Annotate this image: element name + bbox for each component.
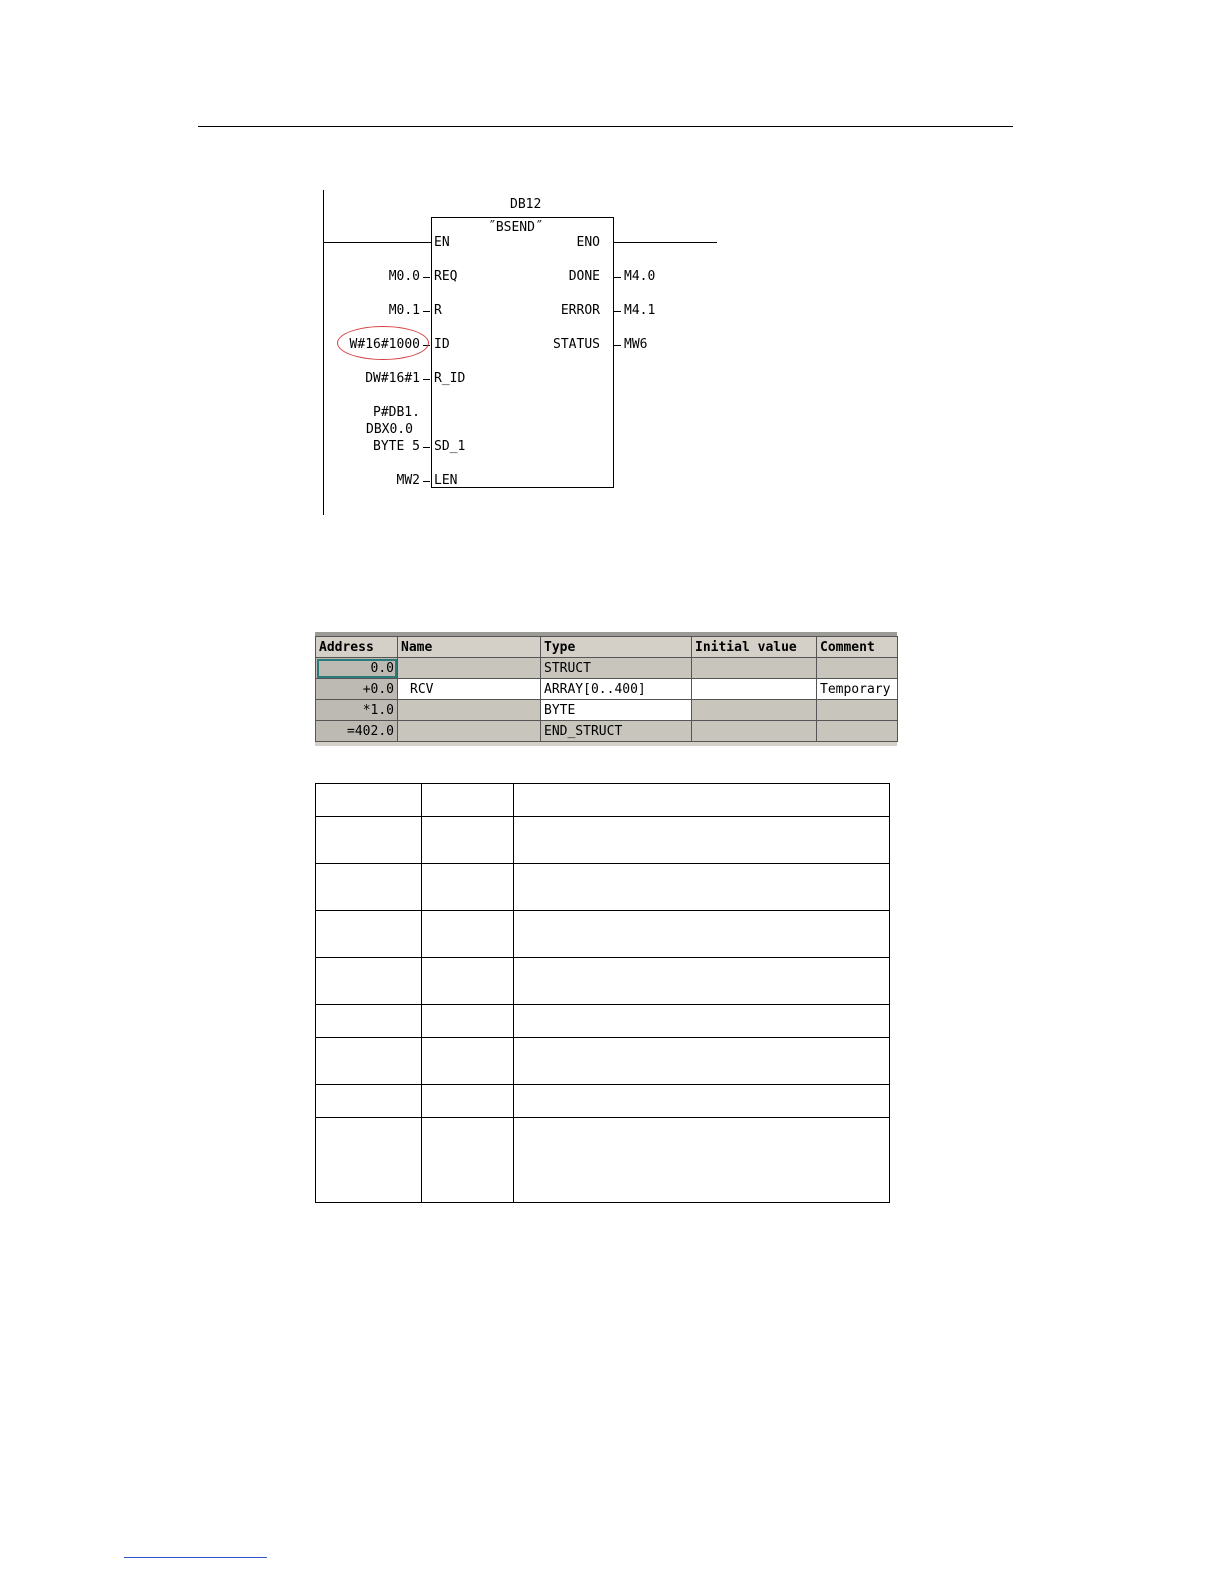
table-cell (316, 1005, 422, 1038)
cell-name[interactable] (398, 721, 541, 742)
table-row (316, 1085, 890, 1118)
table-cell (514, 911, 890, 958)
table-cell (422, 784, 514, 817)
sd-1-connector (423, 447, 430, 448)
cell-address[interactable]: 0.0 (316, 658, 398, 679)
cell-type[interactable]: ARRAY[0..400] (541, 679, 692, 700)
table-row (316, 817, 890, 864)
cell-address[interactable]: *1.0 (316, 700, 398, 721)
pin-en: EN (434, 235, 450, 250)
pin-r-id: R_ID (434, 371, 466, 386)
table-cell (514, 864, 890, 911)
pin-req: REQ (434, 269, 458, 284)
table-cell (316, 1038, 422, 1085)
actual-sd-1-line2: DBX0.0 (366, 422, 413, 437)
fb-name-label: ˝BSEND˝ (488, 220, 543, 235)
bsend-function-block-diagram (0, 0, 1224, 600)
actual-done: M4.0 (624, 269, 656, 284)
table-cell (422, 1085, 514, 1118)
cell-name[interactable] (398, 700, 541, 721)
cell-initial-value[interactable] (692, 679, 817, 700)
table-cell (514, 1085, 890, 1118)
table-cell (514, 1005, 890, 1038)
done-connector (614, 277, 621, 278)
power-rail (323, 190, 324, 515)
cell-comment[interactable]: Temporary (817, 679, 898, 700)
table-cell (514, 784, 890, 817)
col-header-type[interactable]: Type (541, 637, 692, 658)
req-connector (423, 277, 430, 278)
table-row (316, 1038, 890, 1085)
pin-status: STATUS (553, 337, 600, 352)
table-row[interactable] (316, 700, 898, 721)
actual-r-id: DW#16#1 (365, 371, 420, 386)
status-connector (614, 345, 621, 346)
table-cell (422, 958, 514, 1005)
table-row[interactable] (316, 679, 898, 700)
table-row (316, 1118, 890, 1203)
table-cell (422, 1005, 514, 1038)
col-header-initial-value[interactable]: Initial value (692, 637, 817, 658)
actual-status: MW6 (624, 337, 648, 352)
table-cell (422, 1118, 514, 1203)
pin-sd-1: SD_1 (434, 439, 466, 454)
cell-initial-value[interactable] (692, 700, 817, 721)
cell-type[interactable]: BYTE (541, 700, 692, 721)
table-cell (514, 1038, 890, 1085)
cell-type[interactable]: END_STRUCT (541, 721, 692, 742)
actual-sd-1-line1: P#DB1. (373, 405, 420, 420)
pin-id: ID (434, 337, 450, 352)
cell-name[interactable] (398, 658, 541, 679)
len-connector (423, 481, 430, 482)
col-header-address[interactable]: Address (316, 637, 398, 658)
table-cell (316, 958, 422, 1005)
actual-len: MW2 (396, 473, 420, 488)
table-cell (316, 817, 422, 864)
table-row (316, 1005, 890, 1038)
parameter-table (315, 783, 890, 1203)
cell-initial-value[interactable] (692, 721, 817, 742)
actual-sd-1-line3: BYTE 5 (373, 439, 420, 454)
actual-error: M4.1 (624, 303, 656, 318)
actual-req: M0.0 (388, 269, 420, 284)
pin-r: R (434, 303, 442, 318)
table-cell (422, 864, 514, 911)
en-wire (323, 242, 431, 243)
table-cell (316, 1118, 422, 1203)
table-cell (422, 817, 514, 864)
table-cell (514, 1118, 890, 1203)
error-connector (614, 311, 621, 312)
table-row[interactable] (316, 721, 898, 742)
declaration-table (315, 632, 897, 746)
table-row (316, 958, 890, 1005)
declaration-header-row (316, 637, 898, 658)
col-header-comment[interactable]: Comment (817, 637, 898, 658)
pin-done: DONE (568, 269, 600, 284)
table-cell (316, 1085, 422, 1118)
table-cell (514, 958, 890, 1005)
cell-comment[interactable] (817, 721, 898, 742)
table-row (316, 784, 890, 817)
cell-type[interactable]: STRUCT (541, 658, 692, 679)
actual-id: W#16#1000 (349, 337, 420, 352)
eno-wire (614, 242, 717, 243)
cell-initial-value[interactable] (692, 658, 817, 679)
cell-name[interactable]: RCV (398, 679, 541, 700)
id-highlight-ellipse (337, 326, 429, 360)
r-id-connector (423, 379, 430, 380)
instance-db-label: DB12 (510, 197, 542, 212)
table-row (316, 864, 890, 911)
cell-comment[interactable] (817, 658, 898, 679)
table-cell (316, 911, 422, 958)
table-cell (422, 1038, 514, 1085)
pin-error: ERROR (560, 303, 600, 318)
table-cell (316, 864, 422, 911)
pin-len: LEN (434, 473, 458, 488)
pin-eno: ENO (576, 235, 600, 250)
footer-link-rule (124, 1557, 267, 1558)
table-row[interactable] (316, 658, 898, 679)
table-row (316, 911, 890, 958)
r-connector (423, 311, 430, 312)
table-cell (316, 784, 422, 817)
table-cell (422, 911, 514, 958)
cell-address[interactable]: =402.0 (316, 721, 398, 742)
table-cell (514, 817, 890, 864)
cell-address[interactable]: +0.0 (316, 679, 398, 700)
cell-comment[interactable] (817, 700, 898, 721)
actual-r: M0.1 (388, 303, 420, 318)
col-header-name[interactable]: Name (398, 637, 541, 658)
